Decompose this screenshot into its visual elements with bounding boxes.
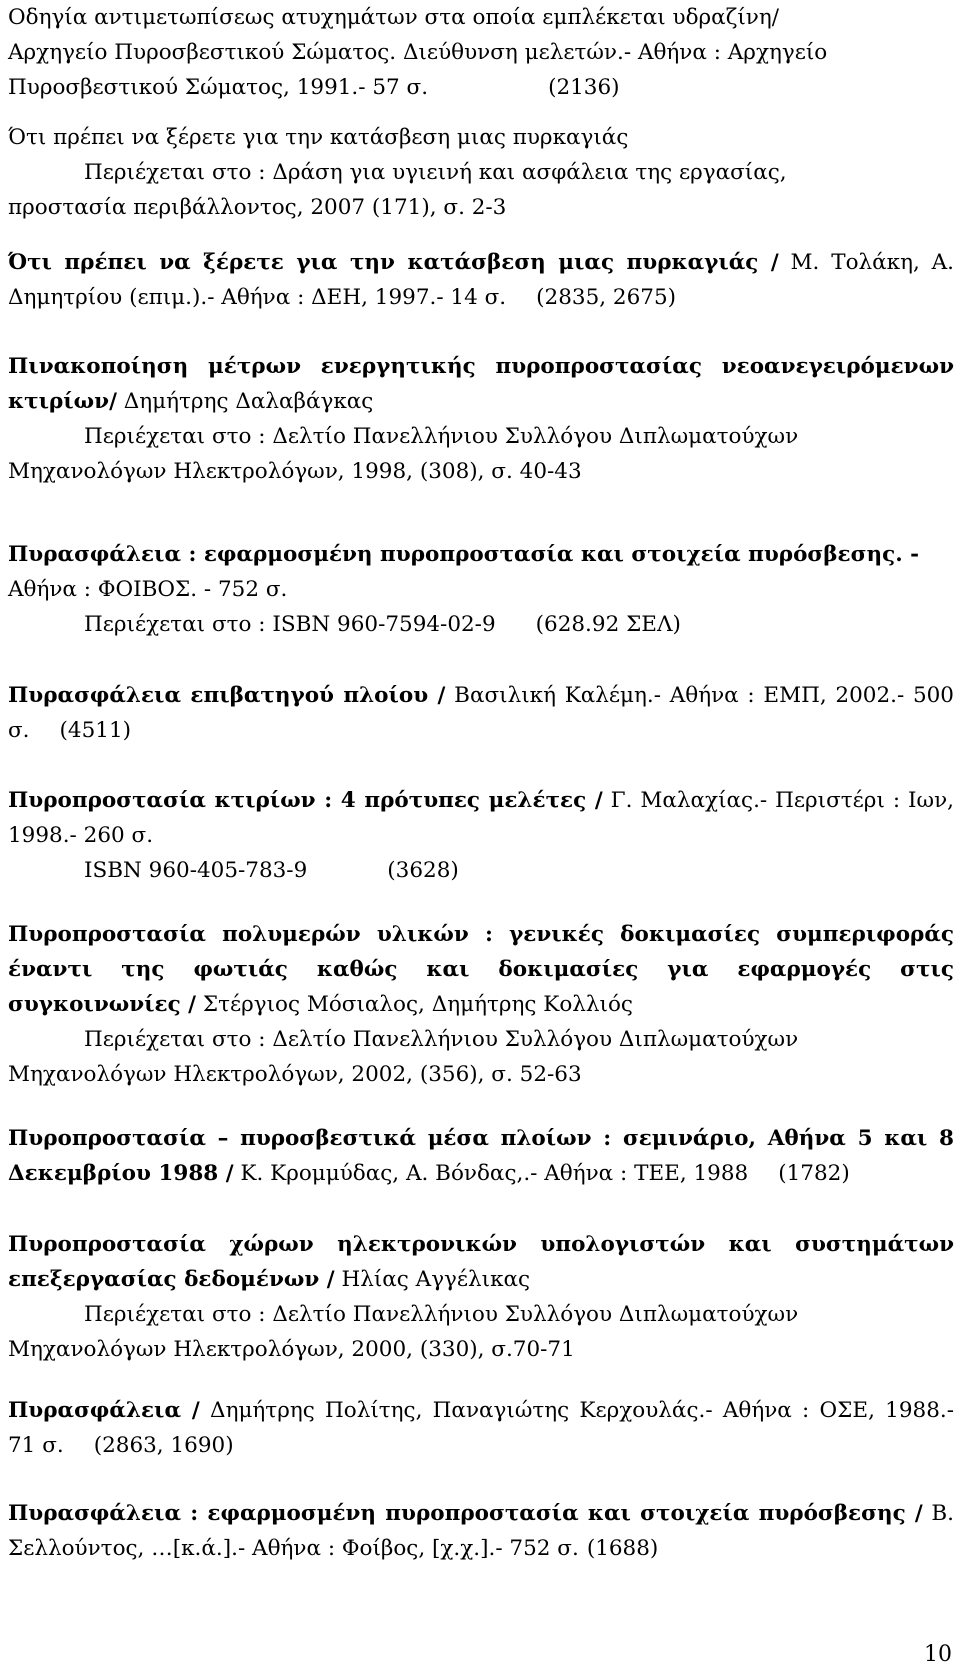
bib-entry-8 (8, 917, 954, 1092)
entry-code: (2835, 2675) (536, 285, 677, 310)
entry-title: Πυρασφάλεια επιβατηγού πλοίου / (8, 683, 446, 708)
entry-title: Πινακοποίηση μέτρων ενεργητικής πυροπροστασίας νεοανεγειρόμενων κτιρίων/ (8, 354, 954, 414)
entry-publisher: Αθήνα : ΦΟΙΒΟΣ. - 752 σ. (8, 577, 288, 602)
entry-source: προστασία περιβάλλοντος, 2007 (171), σ. 2-3 (8, 195, 507, 220)
bib-entry-11 (8, 1393, 954, 1463)
entry-title: Πυροπροστασία κτιρίων : 4 πρότυπες μελέτες / (8, 788, 603, 813)
entry-source: Μηχανολόγων Ηλεκτρολόγων, 2002, (356), σ. 52-63 (8, 1062, 582, 1087)
entry-authors: Κ. Κρομμύδας, Α. Βόνδας,.- Αθήνα : ΤΕΕ, 1988 (233, 1161, 749, 1186)
entry-isbn: Περιέχεται στο : ISBN 960-7594-02-9 (84, 612, 496, 637)
entry-title: Ότι πρέπει να ξέρετε για την κατάσβεση μιας πυρκαγιάς (8, 125, 629, 150)
bib-entry-7 (8, 783, 954, 888)
bib-entry-2 (8, 120, 954, 225)
entry-authors: Στέργιος Μόσιαλος, Δημήτρης Κολλιός (196, 992, 633, 1017)
entry-title: Πυρασφάλεια : εφαρμοσμένη πυροπροστασία και στοιχεία πυρόσβεσης / (8, 1501, 923, 1526)
entry-contained-in (8, 607, 954, 642)
entry-title: Πυροπροστασία – πυροσβεστικά μέσα πλοίων : σεμινάριο, Αθήνα 5 και 8 Δεκεμβρίου 1988 / (8, 1126, 954, 1186)
entry-isbn: ISBN 960-405-783-9 (84, 858, 308, 883)
entry-title: Πυροπροστασία χώρων ηλεκτρονικών υπολογιστών και συστημάτων επεξεργασίας δεδομένων / (8, 1232, 954, 1292)
entry-contained-in: Περιέχεται στο : Δράση για υγιεινή και ασφάλεια της εργασίας, (84, 160, 787, 185)
bib-entry-12 (8, 1496, 954, 1566)
entry-title: Ότι πρέπει να ξέρετε για την κατάσβεση μιας πυρκαγιάς / (8, 250, 779, 275)
entry-code: (1688) (586, 1536, 659, 1561)
bib-entry-5 (8, 537, 954, 642)
entry-authors: Βασιλική Καλέμη.- Αθήνα : ΕΜΠ, 2002.- 500 σ. (8, 683, 954, 743)
entry-isbn-line (8, 853, 954, 888)
entry-code: (628.92 ΣΕΛ) (535, 612, 681, 637)
entry-contained-in: Περιέχεται στο : Δελτίο Πανελλήνιου Συλλόγου Διπλωματούχων (84, 1302, 799, 1327)
entry-contained-in: Περιέχεται στο : Δελτίο Πανελλήνιου Συλλόγου Διπλωματούχων (84, 1027, 799, 1052)
entry-title: Πυρασφάλεια : εφαρμοσμένη πυροπροστασία και στοιχεία πυρόσβεσης. - (8, 542, 920, 567)
entry-authors: Δημήτρης Δαλαβάγκας (116, 389, 374, 414)
entry-code: (1782) (778, 1161, 850, 1186)
bib-entry-3 (8, 245, 954, 315)
entry-code: (4511) (59, 718, 132, 743)
entry-title: Πυροπροστασία πολυμερών υλικών : γενικές δοκιμασίες συμπεριφοράς έναντι της φωτιάς καθώς και δοκιμασίες για εφαρμογές στις συγκοινωνίες / (8, 922, 954, 1017)
entry-contained-in: Περιέχεται στο : Δελτίο Πανελλήνιου Συλλόγου Διπλωματούχων (84, 424, 799, 449)
page-number: 10 (924, 1642, 952, 1667)
entry-source: Μηχανολόγων Ηλεκτρολόγων, 2000, (330), σ.70-71 (8, 1337, 575, 1362)
entry-authors: Β. Σελλούντος, …[κ.ά.].- Αθήνα : Φοίβος, [χ.χ.].- 752 σ. (8, 1501, 954, 1561)
bib-entry-9 (8, 1121, 954, 1191)
entry-title: Πυρασφάλεια / (8, 1398, 200, 1423)
entry-authors: Ηλίας Αγγέλικας (334, 1267, 531, 1292)
entry-authors: Μ. Τολάκη, Α. Δημητρίου (επιμ.).- Αθήνα : ΔΕΗ, 1997.- 14 σ. (8, 250, 954, 310)
bib-entry-1 (8, 0, 954, 105)
entry-authors: Γ. Μαλαχίας.- Περιστέρι : Ιων, 1998.- 260 σ. (8, 788, 954, 848)
entry-code: (2136) (548, 75, 620, 100)
entry-source: Μηχανολόγων Ηλεκτρολόγων, 1998, (308), σ. 40-43 (8, 459, 582, 484)
entry-code: (2863, 1690) (93, 1433, 234, 1458)
entry-authors: Δημήτρης Πολίτης, Παναγιώτης Κερχουλάς.- Αθήνα : ΟΣΕ, 1988.- 71 σ. (8, 1398, 954, 1458)
entry-line: Αρχηγείο Πυροσβεστικού Σώματος. Διεύθυνση μελετών.- Αθήνα : Αρχηγείο (8, 40, 828, 65)
entry-line (8, 70, 954, 105)
entry-code: (3628) (387, 858, 459, 883)
bib-entry-4 (8, 349, 954, 489)
entry-text: Πυροσβεστικού Σώματος, 1991.- 57 σ. (8, 75, 429, 100)
entry-line: Οδηγία αντιμετωπίσεως ατυχημάτων στα οποία εμπλέκεται υδραζίνη/ (8, 5, 779, 30)
bib-entry-10 (8, 1227, 954, 1367)
bib-entry-6 (8, 678, 954, 748)
